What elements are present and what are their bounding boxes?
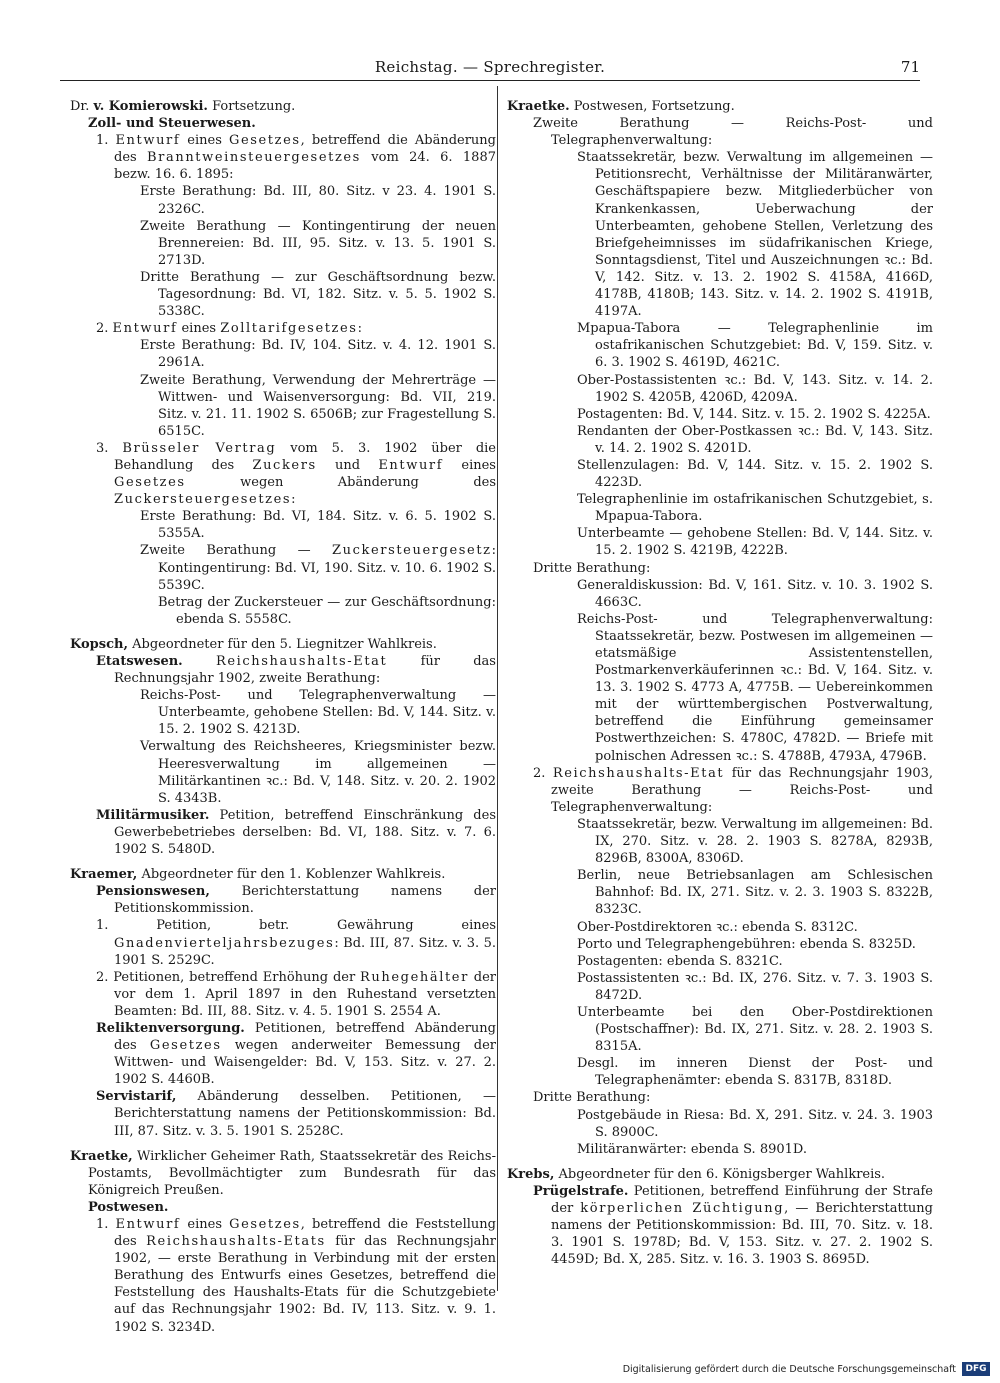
entry-text: Dritte Berathung — zur Geschäftsordnung bezw. Tagesordnung: Bd. VI, 182. Sitz. v. 5. 5. 1902 S. 5338C. (140, 269, 496, 320)
entry-text: Zuckersteuergesetzes (114, 492, 292, 508)
index-entry (507, 970, 933, 1004)
entry-text: Wirklicher Geheimer Rath, Staatssekretär des Reichs-Postamts, Bevollmächtigter zum Bundesrath für das Königreich Preußen. (88, 1148, 496, 1198)
entry-text: Postwesen, Fortsetzung. (569, 99, 735, 114)
entry-text: 1. (96, 1217, 116, 1232)
index-entry (70, 98, 496, 115)
entry-text: : Bd. III, 87. Sitz. v. 3. 5. 1901 S. 2529C. (114, 935, 496, 968)
index-entry (507, 919, 933, 936)
entry-text: Mpapua-Tabora — Telegraphenlinie im ostafrikanischen Schutzgebiet: Bd. V, 159. Sitz. v. 6. 3. 1902 S. 4619D, 4621C. (577, 321, 933, 371)
index-entry (507, 1089, 933, 1106)
entry-text: Zweite Berathung, Verwendung der Mehrerträge — Wittwen- und Waisenversorgung: Bd. VII, 219. Sitz. v. 21. 11. 1902 S. 6506B; zur Fragestellung S. 6515C. (140, 372, 496, 439)
entry-text: Berlin, neue Betriebsanlagen am Schlesischen Bahnhof: Bd. IX, 271. Sitz. v. 2. 3. 1903 S. 8322B, 8323C. (577, 868, 933, 918)
entry-text: Telegraphenlinie im ostafrikanischen Schutzgebiet, s. Mpapua-Tabora. (577, 492, 933, 525)
index-entry (70, 917, 496, 968)
entry-text: , betreffend die Feststellung des (114, 1217, 496, 1250)
entry-text: Prügelstrafe. (533, 1183, 629, 1199)
entry-text: und (316, 457, 379, 473)
entry-text: Generaldiskussion: Bd. V, 161. Sitz. v. 10. 3. 1902 S. 4663C. (577, 577, 933, 610)
index-entry (70, 542, 496, 593)
entry-text: Erste Berathung: Bd. III, 80. Sitz. v 23. 4. 1901 S. 2326C. (140, 184, 496, 217)
index-entry (507, 1183, 933, 1268)
index-entry (507, 372, 933, 406)
entry-text: 3. (96, 440, 123, 456)
entry-text: Entwurf (378, 457, 444, 473)
index-entry (507, 816, 933, 867)
index-entry (507, 491, 933, 525)
index-entry (507, 320, 933, 371)
entry-text: Zolltarifgesetzes (220, 321, 358, 337)
index-entry (70, 866, 496, 883)
entry-text: Abgeordneter für den 5. Liegnitzer Wahlkreis. (128, 636, 437, 652)
entry-text: Ober-Postassistenten ꝛc.: Bd. V, 143. Sitz. v. 14. 2. 1902 S. 4205B, 4206D, 4209A. (577, 372, 933, 405)
index-entry (507, 149, 933, 320)
entry-text: Dritte Berathung: (533, 1090, 651, 1106)
entry-text: : (291, 492, 296, 508)
header-rule (60, 80, 920, 81)
column-divider (497, 86, 498, 1291)
entry-text: Dr. (70, 99, 94, 114)
index-entry (70, 1199, 496, 1216)
index-entry (507, 98, 933, 115)
index-entry (70, 807, 496, 858)
entry-text: Gesetzes (228, 133, 301, 149)
entry-text: Desgl. im inneren Dienst der Post- und Telegraphenämter: ebenda S. 8317B, 8318D. (577, 1056, 933, 1089)
entry-text: Porto und Telegraphengebühren: ebenda S. 8325D. (577, 936, 916, 952)
entry-text: Unterbeamte — gehobene Stellen: Bd. V, 144. Sitz. v. 15. 2. 1902 S. 4219B, 4222B. (577, 526, 933, 559)
entry-text: eines (443, 457, 496, 473)
index-entry (507, 525, 933, 559)
entry-text: Reichshaushalts-Etats (146, 1234, 326, 1250)
entry-text: 1. (96, 133, 116, 149)
entry-text: eines (180, 133, 229, 149)
page-number: 71 (900, 58, 920, 76)
entry-text: , betreffend die Abänderung des (114, 133, 496, 166)
entry-text: 2. (533, 765, 553, 781)
entry-text: Postwesen. (88, 1199, 169, 1215)
entry-text: Unterbeamte bei den Ober-Postdirektionen (Postschaffner): Bd. IX, 271. Sitz. v. 28. 2. 1903 S. 8315A. (577, 1004, 933, 1055)
entry-text: Zoll- und Steuerwesen. (88, 116, 256, 132)
entry-text: Petition, betreffend Einschränkung des Gewerbebetriebes derselben: Bd. VI, 188. Sitz. v. 7. 6. 1902 S. 5480D. (114, 807, 496, 858)
index-entry (70, 372, 496, 440)
entry-text: Entwurf (115, 1217, 181, 1232)
entry-text: Kraemer, (70, 867, 138, 883)
entry-text: Zweite Berathung — Reichs-Post- und Telegraphenverwaltung: (533, 116, 933, 149)
index-entry (507, 611, 933, 765)
index-entry (70, 653, 496, 687)
index-entry (507, 423, 933, 457)
index-entry (70, 1216, 496, 1336)
index-entry (70, 883, 496, 917)
entry-text: Kraetke. (507, 99, 570, 114)
entry-text: Entwurf (115, 133, 181, 149)
entry-text: : Kontingentirung: Bd. VI, 190. Sitz. v. 10. 6. 1902 S. 5539C. (158, 543, 496, 593)
index-entry (507, 1107, 933, 1141)
entry-text: für das Rechnungsjahr 1902, — erste Berathung in Verbindung mit der ersten Berathung des Entwurfs eines Gesetzes, betreffend die Feststellung des Haushalts-Etats für die Schutzgebiete auf das Rechnungsjahr 1902: Bd. IV, 113. Sitz. v. 9. 1. 1902 S. 3234D. (114, 1234, 496, 1335)
index-entry (507, 1166, 933, 1183)
entry-text: 2. (96, 321, 113, 337)
entry-text: Petitionen, betreffend Einführung der Strafe der (551, 1183, 933, 1216)
entry-text: Ober-Postdirektoren ꝛc.: ebenda S. 8312C. (577, 919, 858, 935)
entry-text: Reliktenversorgung. (96, 1020, 245, 1036)
entry-text: Zuckers (252, 457, 317, 473)
dfg-logo: DFG (962, 1362, 990, 1376)
index-entry (507, 1004, 933, 1055)
index-entry (507, 867, 933, 918)
index-entry (70, 508, 496, 542)
left-column (70, 90, 496, 1336)
index-entry (507, 1141, 933, 1158)
index-entry (70, 183, 496, 217)
entry-text: Petitionen, betreffend Abänderung des (114, 1020, 496, 1054)
entry-text: Verwaltung des Reichsheeres, Kriegsminister bezw. Heeresverwaltung im allgemeinen — Militärkantinen ꝛc.: Bd. V, 148. Sitz. v. 20. 2. 1902 S. 4343B. (140, 739, 496, 806)
index-entry (507, 765, 933, 816)
entry-text: Krebs, (507, 1166, 555, 1182)
entry-text: : (357, 321, 362, 337)
entry-text: wegen Abänderung des (185, 475, 496, 491)
index-entry (70, 337, 496, 371)
entry-text: 2. Petitionen, betreffend Erhöhung der (96, 969, 361, 985)
entry-text: Reichs-Post- und Telegraphenverwaltung — Unterbeamte, gehobene Stellen: Bd. V, 144. Sitz. v. 15. 2. 1902 S. 4213D. (140, 688, 496, 738)
entry-text: Postgebäude in Riesa: Bd. X, 291. Sitz. v. 24. 3. 1903 S. 8900C. (577, 1107, 933, 1140)
entry-text: Postassistenten ꝛc.: Bd. IX, 276. Sitz. v. 7. 3. 1903 S. 8472D. (577, 970, 933, 1003)
index-entry (70, 218, 496, 269)
entry-text: Ruhegehälter (360, 969, 469, 985)
entry-text: Militäranwärter: ebenda S. 8901D. (577, 1141, 808, 1157)
entry-text: körperlichen Züchtigung (580, 1201, 785, 1216)
index-entry (70, 594, 496, 628)
index-entry (70, 969, 496, 1020)
entry-text: Erste Berathung: Bd. IV, 104. Sitz. v. 4. 12. 1901 S. 2961A. (140, 338, 496, 371)
entry-text: Etatswesen. (96, 654, 183, 669)
index-entry (507, 406, 933, 423)
index-entry (70, 132, 496, 183)
entry-text: Stellenzulagen: Bd. V, 144. Sitz. v. 15. 2. 1902 S. 4223D. (577, 457, 933, 491)
entry-text: Postagenten: Bd. V, 144. Sitz. v. 15. 2. 1902 S. 4225A. (577, 406, 931, 422)
entry-text: Betrag der Zuckersteuer — zur Geschäftsordnung: ebenda S. 5558C. (158, 594, 496, 627)
entry-text: Reichs-Post- und Telegraphenverwaltung: Staatssekretär, bezw. Postwesen im allgemeinen — etatsmäßige Assistentenstellen, Postmarkenverkäuferinnen ꝛc.: Bd. V, 164. Sitz. v. 13. 3. 1902 S. 4773 A, 4775B. — Uebereinkommen mit der württembergischen Postverwaltung, betreffend die Einführung gemeinsamer Postwerthzeichen: S. 4780C, 4782D. — Briefe mit polnischen Adressen ꝛc.: S. 4788B, 4793A, 4796B. (577, 611, 933, 764)
index-entry (507, 953, 933, 970)
entry-text: Zweite Berathung — (140, 543, 333, 559)
entry-text: Entwurf (112, 321, 178, 337)
entry-text: eines (180, 1217, 230, 1232)
entry-text: Branntweinsteuergesetzes (147, 150, 361, 166)
entry-text: eines (177, 321, 221, 337)
entry-text: Gesetzes (149, 1038, 222, 1054)
entry-text: 1. Petition, betr. Gewährung eines (96, 918, 496, 934)
index-entry (70, 440, 496, 508)
running-title: Reichstag. — Sprechregister. (374, 58, 606, 76)
entry-text: Dritte Berathung: (533, 560, 651, 576)
entry-text: Brüsseler Vertrag (122, 440, 277, 456)
footer (590, 1362, 990, 1378)
entry-text: vom 5. 3. 1902 über die Behandlung des (114, 440, 496, 473)
index-entry (70, 687, 496, 738)
index-entry (70, 1148, 496, 1199)
index-entry (70, 738, 496, 806)
entry-text: Zweite Berathung — Kontingentirung der neuen Brennereien: Bd. III, 95. Sitz. v. 13. 5. 1901 S. 2713D. (140, 218, 496, 268)
entry-text: für das Rechnungsjahr 1902, zweite Berathung: (114, 654, 496, 687)
entry-text: v. Komierowski. (93, 99, 208, 114)
index-entry (70, 115, 496, 132)
right-column (507, 90, 933, 1268)
index-entry (70, 269, 496, 320)
entry-text: Erste Berathung: Bd. VI, 184. Sitz. v. 6. 5. 1902 S. 5355A. (140, 509, 496, 542)
entry-text: Gesetzes (229, 1217, 301, 1232)
index-entry (507, 115, 933, 149)
entry-text: Abgeordneter für den 6. Königsberger Wahlkreis. (554, 1166, 886, 1182)
entry-text: Fortsetzung. (207, 99, 296, 114)
entry-text: Reichshaushalts-Etat (552, 765, 725, 781)
entry-text: , — Berichterstattung namens der Petitionskommission: Bd. III, 70. Sitz. v. 18. 3. 1901 S. 1978D; Bd. V, 153. Sitz. v. 27. 2. 1902 S. 4459D; Bd. X, 285. Sitz. v. 16. 3. 1903 S. 8695D. (551, 1201, 933, 1268)
entry-text: Servistarif, (96, 1089, 177, 1105)
entry-text: Zuckersteuergesetz (332, 543, 492, 559)
entry-text: Postagenten: ebenda S. 8321C. (577, 953, 783, 969)
index-entry (507, 457, 933, 491)
index-entry (70, 1088, 496, 1139)
entry-text: Pensionswesen, (96, 884, 210, 900)
entry-text (183, 654, 216, 669)
entry-text: für das Rechnungsjahr 1903, zweite Berathung — Reichs-Post- und Telegraphenverwaltung: (551, 765, 933, 815)
entry-text: Kopsch, (70, 636, 128, 652)
entry-text: wegen anderweiter Bemessung der Wittwen- und Waisengelder: Bd. V, 153. Sitz. v. 27. 2. 1902 S. 4460B. (114, 1038, 497, 1088)
entry-text: Abgeordneter für den 1. Koblenzer Wahlkreis. (137, 867, 446, 883)
index-entry (507, 577, 933, 611)
entry-text: Staatssekretär, bezw. Verwaltung im allgemeinen: Bd. IX, 270. Sitz. v. 28. 2. 1903 S. 8278A, 8293B, 8296B, 8300A, 8306D. (577, 816, 933, 867)
funding-note: Digitalisierung gefördert durch die Deutsche Forschungsgemeinschaft (622, 1364, 956, 1375)
index-entry (70, 320, 496, 337)
entry-text: Militärmusiker. (96, 807, 210, 823)
entry-text: Reichshaushalts-Etat (215, 654, 388, 669)
index-entry (507, 1055, 933, 1089)
entry-text: Berichterstattung namens der Petitionskommission. (114, 884, 496, 917)
entry-text: Staatssekretär, bezw. Verwaltung im allgemeinen — Petitionsrecht, Verhältnisse der Militäranwärter, Geschäftspapiere bezw. Mitgliederbücher von Krankenkassen, Ueberwachung der Unterbeamten, gehobene Stellen, Verletzung des Briefgeheimnisses im südafrikanischen Kriege, Sonntagsdienst, Titel und Auszeichnungen ꝛc.: Bd. V, 142. Sitz. v. 13. 2. 1902 S. 4158A, 4166D, 4178B, 4180B; 143. Sitz. v. 14. 2. 1902 S. 4191B, 4197A. (577, 150, 933, 320)
entry-text: Abänderung desselben. Petitionen, — Berichterstattung namens der Petitionskommission: Bd. III, 87. Sitz. v. 3. 5. 1901 S. 2528C. (114, 1089, 496, 1139)
entry-text: der vor dem 1. April 1897 in den Ruhestand versetzten Beamten: Bd. III, 88. Sitz. v. 4. 5. 1901 S. 2554 A. (114, 969, 496, 1019)
entry-text: Kraetke, (70, 1148, 133, 1164)
index-entry (70, 1020, 496, 1088)
page-header (60, 58, 920, 82)
index-entry (507, 936, 933, 953)
index-entry (507, 560, 933, 577)
index-entry (70, 636, 496, 653)
entry-text: vom 24. 6. 1887 bezw. 16. 6. 1895: (114, 150, 496, 183)
entry-text: Gnadenvierteljahrsbezuges (114, 935, 335, 951)
entry-text: Gesetzes (114, 475, 186, 491)
entry-text: Rendanten der Ober-Postkassen ꝛc.: Bd. V, 143. Sitz. v. 14. 2. 1902 S. 4201D. (577, 423, 933, 456)
